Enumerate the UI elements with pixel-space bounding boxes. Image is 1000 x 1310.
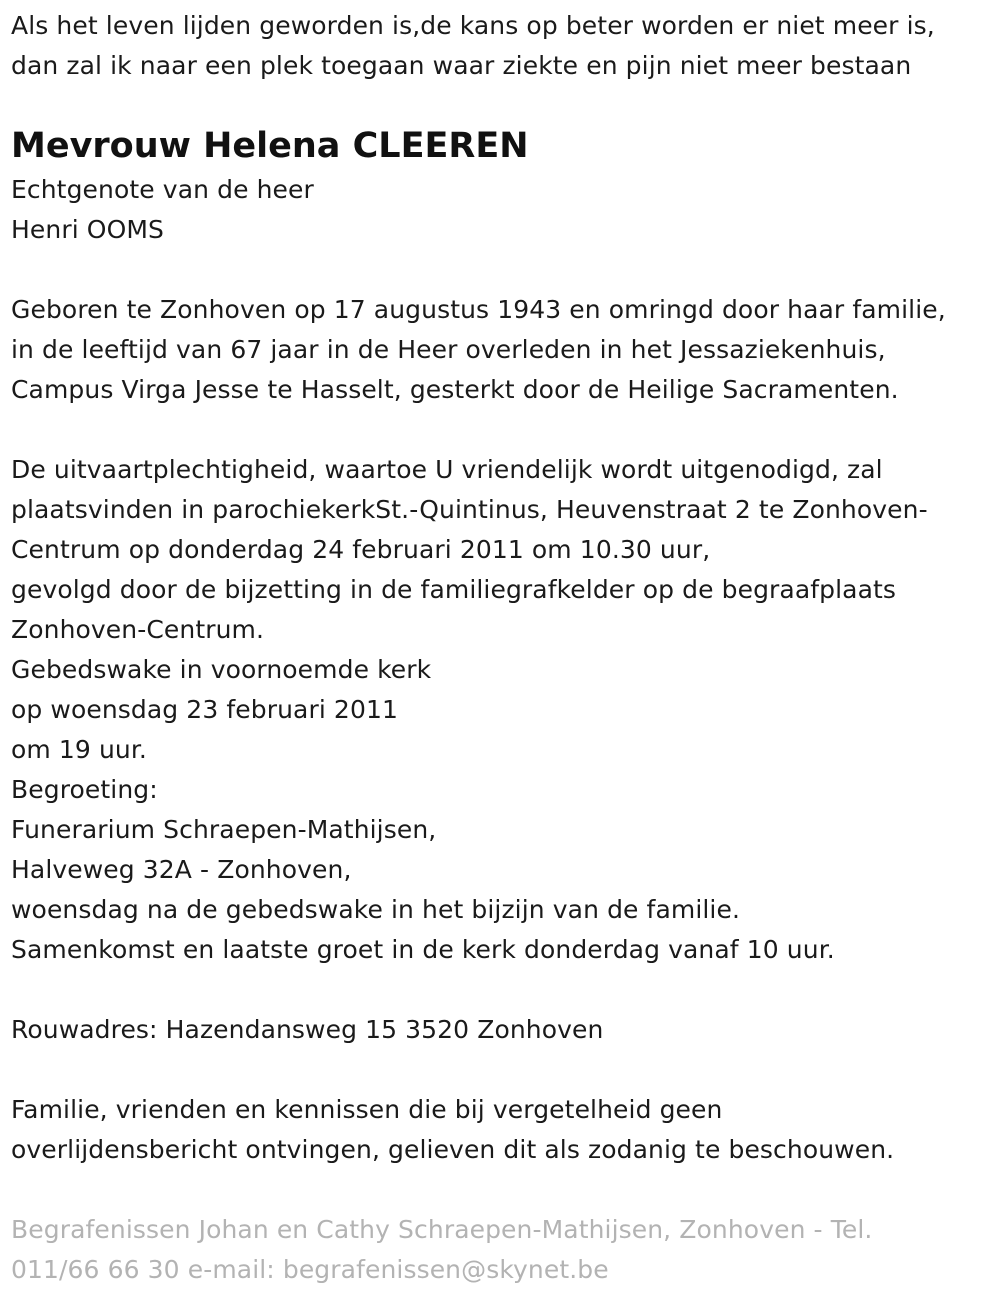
- spouse-line: Echtgenote van de heer: [11, 175, 314, 204]
- funeral-line: De uitvaartplechtigheid, waartoe U vriendelijk wordt uitgenodigd, zal: [11, 455, 883, 484]
- birth-death-line: Campus Virga Jesse te Hasselt, gesterkt door de Heilige Sacramenten.: [11, 375, 899, 404]
- birth-death-line: Geboren te Zonhoven op 17 augustus 1943 en omringd door haar familie,: [11, 295, 946, 324]
- undertaker-footer: [11, 1210, 993, 1290]
- spacer: [11, 970, 993, 1010]
- funeral-line: Funerarium Schraepen-Mathijsen,: [11, 815, 437, 844]
- funeral-line: Samenkomst en laatste groet in de kerk donderdag vanaf 10 uur.: [11, 935, 835, 964]
- spouse-block: [11, 170, 993, 250]
- funeral-line: om 19 uur.: [11, 735, 147, 764]
- funeral-line: plaatsvinden in parochiekerkSt.-Quintinus, Heuvenstraat 2 te Zonhoven-: [11, 495, 928, 524]
- funeral-line: Gebedswake in voornoemde kerk: [11, 655, 432, 684]
- closing-note-line: Familie, vrienden en kennissen die bij vergetelheid geen: [11, 1095, 723, 1124]
- spacer: [11, 1170, 993, 1210]
- mourning-address: Rouwadres: Hazendansweg 15 3520 Zonhoven: [11, 1015, 604, 1044]
- funeral-details-block: [11, 450, 993, 970]
- funeral-line: Centrum op donderdag 24 februari 2011 om 10.30 uur,: [11, 535, 711, 564]
- closing-note-line: overlijdensbericht ontvingen, gelieven dit als zodanig te beschouwen.: [11, 1135, 895, 1164]
- funeral-line: Begroeting:: [11, 775, 158, 804]
- motto-block: [11, 6, 993, 86]
- spacer: [11, 250, 993, 290]
- funeral-line: gevolgd door de bijzetting in de familiegrafkelder op de begraafplaats: [11, 575, 897, 604]
- deceased-name: Mevrouw Helena CLEEREN: [11, 126, 529, 166]
- footer-contact-line: 011/66 66 30 e-mail: begrafenissen@skynet.be: [11, 1255, 609, 1284]
- motto-line: Als het leven lijden geworden is,de kans op beter worden er niet meer is,: [11, 11, 935, 40]
- birth-death-block: [11, 290, 993, 410]
- closing-note-block: [11, 1090, 993, 1170]
- footer-line: Begrafenissen Johan en Cathy Schraepen-Mathijsen, Zonhoven - Tel.: [11, 1215, 873, 1244]
- funeral-line: Zonhoven-Centrum.: [11, 615, 265, 644]
- funeral-line: op woensdag 23 februari 2011: [11, 695, 398, 724]
- birth-death-line: in de leeftijd van 67 jaar in de Heer overleden in het Jessaziekenhuis,: [11, 335, 886, 364]
- motto-line: dan zal ik naar een plek toegaan waar ziekte en pijn niet meer bestaan: [11, 51, 912, 80]
- spouse-line: Henri OOMS: [11, 215, 164, 244]
- obituary-notice: [11, 6, 993, 1290]
- funeral-line: woensdag na de gebedswake in het bijzijn van de familie.: [11, 895, 741, 924]
- funeral-line: Halveweg 32A - Zonhoven,: [11, 855, 352, 884]
- spacer: [11, 1050, 993, 1090]
- spacer: [11, 410, 993, 450]
